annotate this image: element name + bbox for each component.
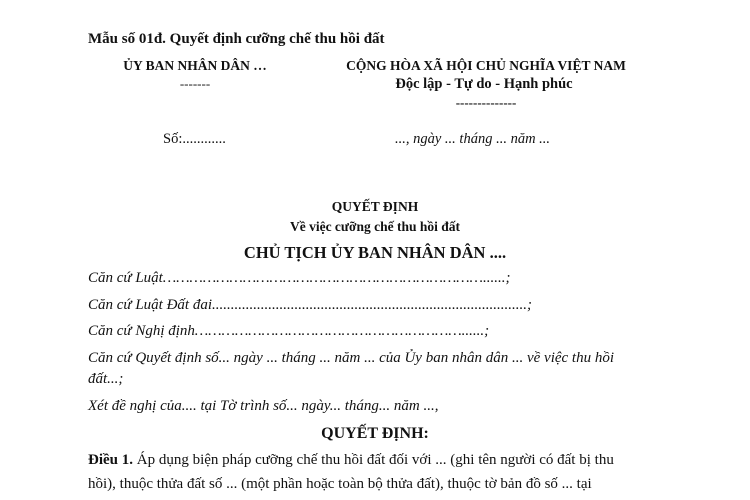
article-1	[88, 452, 614, 469]
agency-separator: -------	[179, 76, 211, 91]
legal-basis-decision: Căn cứ Quyết định số... ngày ... tháng ... năm ... của Ủy ban nhân dân ... về việc thu hồi	[88, 350, 615, 366]
legal-basis-land-law: Căn cứ Luật Đất đai....................................................................................;	[88, 297, 533, 313]
proposal-consideration: Xét đề nghị của.... tại Tờ trình số... ngày... tháng... năm ...,	[88, 398, 439, 414]
form-title: Mẫu số 01đ. Quyết định cưỡng chế thu hồi đất	[88, 31, 385, 47]
decision-subject: Về việc cưỡng chế thu hồi đất	[289, 219, 461, 234]
legal-basis-decision-continued: đất...;	[88, 371, 124, 387]
article-1-label: Điều 1.	[88, 452, 133, 468]
authority-title: CHỦ TỊCH ỦY BAN NHÂN DÂN ....	[243, 243, 507, 262]
agency-name: ỦY BAN NHÂN DÂN …	[123, 58, 267, 73]
nation-name: CỘNG HÒA XÃ HỘI CHỦ NGHĨA VIỆT NAM	[346, 58, 626, 73]
decides-heading: QUYẾT ĐỊNH:	[321, 425, 429, 442]
decision-heading: QUYẾT ĐỊNH	[331, 199, 419, 214]
legal-basis-law: Căn cứ Luật………………………………………………………………......;	[88, 270, 511, 286]
legal-basis-decree: Căn cứ Nghị định……………………………………………………......;	[88, 323, 490, 339]
document-number: Số:............	[163, 131, 226, 147]
nation-separator: --------------	[455, 95, 517, 110]
article-1-text: Áp dụng biện pháp cưỡng chế thu hồi đất đối với ... (ghi tên người có đất bị thu	[133, 452, 614, 468]
document-date: ..., ngày ... tháng ... năm ...	[395, 131, 551, 147]
nation-motto: Độc lập - Tự do - Hạnh phúc	[395, 76, 573, 92]
article-1-continued: hồi), thuộc thửa đất số ... (một phần hoặc toàn bộ thửa đất), thuộc tờ bản đồ số ... tại	[88, 476, 592, 492]
